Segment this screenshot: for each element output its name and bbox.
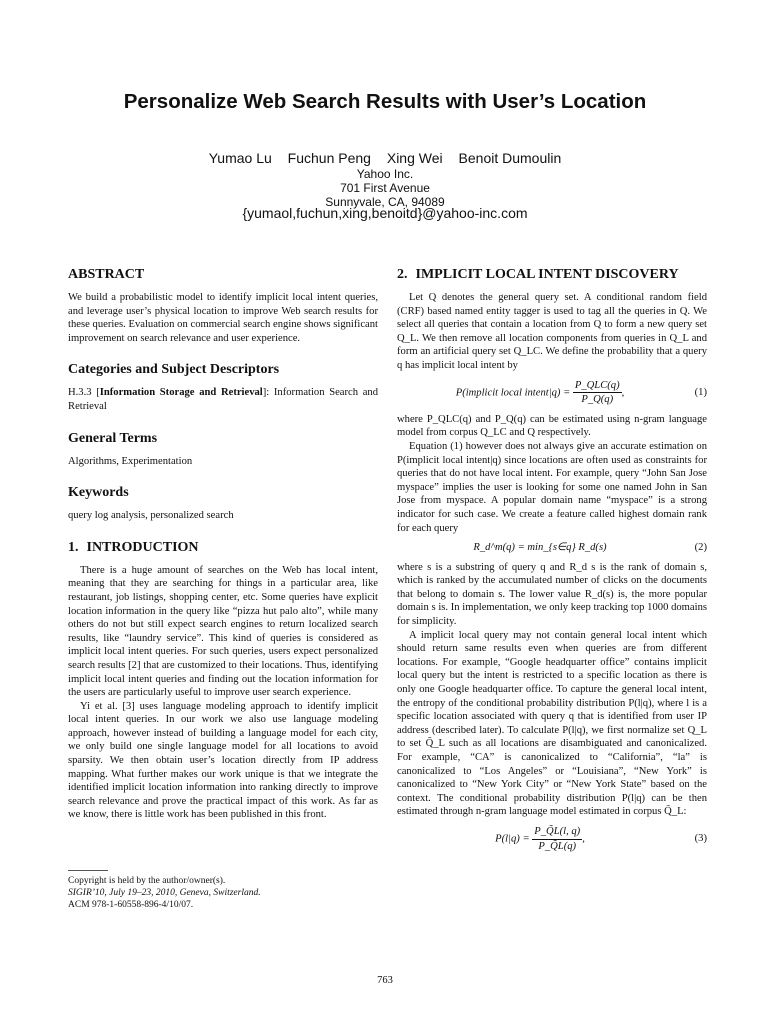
- equation-number: (1): [694, 386, 707, 398]
- section-paragraph: Let Q denotes the general query set. A conditional random field (CRF) based named entity tagger is used to tag all the queries in Q. We select all queries that contain a location from Q to form a new query set Q_L. We then remove all location components from queries in Q_L and form an artificial query set Q_LC. We define the probability that a query q has implicit local intent by: [397, 292, 707, 371]
- abstract-heading: ABSTRACT: [68, 267, 145, 282]
- author-email: {yumaol,fuchun,xing,benoitd}@yahoo-inc.com: [242, 205, 528, 221]
- categories-heading: Categories and Subject Descriptors: [68, 362, 280, 378]
- section-paragraph: where s is a substring of query q and R_d s is the rank of domain s, which is ranked by the accumulated number of clicks on the documents that belong to domain s. The lower value R_d(s) is, the more popular domain s is. In implementation, we only keep tracking top 1000 domains for simplicity.: [397, 561, 707, 628]
- author-list: [0, 150, 770, 166]
- author-name: Yumao Lu: [208, 150, 272, 166]
- intro-paragraph: There is a huge amount of searches on the Web has local intent, meaning that they are searching for things in a particular area, like restaurant, job listings, shopping center, etc. Some queries have explicit location information in the query like “pizza hut palo alto”, while many others do not but still expect search engines to return localized search results, like “laundry service”. This kind of queries is considered as implicit local intent queries. For such queries, users expect personalized search results [2] that are customized to their locations. Thus, identifying implicit local intent queries and finding out the location information for the users are particularly useful to improve user search experience.: [68, 564, 378, 699]
- paper-title: Personalize Web Search Results with User’s Location: [123, 90, 647, 113]
- categories-text: H.3.3 [Information Storage and Retrieval]: Information Search and Retrieval: [68, 387, 379, 412]
- author-name: Benoit Dumoulin: [458, 150, 562, 166]
- right-column: [397, 264, 707, 859]
- author-name: Xing Wei: [386, 150, 443, 166]
- affiliation-city: Sunnyvale, CA, 94089: [325, 195, 445, 209]
- copyright-line: ACM 978-1-60558-896-4/10/07.: [68, 900, 194, 910]
- keywords-text: query log analysis, personalized search: [68, 510, 234, 522]
- equation-2: R_d^m(q) = min_{s∈q} R_d(s) (2): [473, 542, 707, 554]
- affiliation-street: 701 First Avenue: [340, 181, 430, 195]
- section-paragraph: where P_QLC(q) and P_Q(q) can be estimated using n-gram language model from corpus Q_LC and Q respectively.: [397, 413, 707, 439]
- affiliation-org: Yahoo Inc.: [356, 167, 414, 181]
- section-paragraph: Equation (1) however does not always give an accurate estimation on P(implicit local intent|q) since locations are often used as constraints for queries that do not have local intent. For example, query “John San Jose myspace” implies the user is looking for some one named John in San Jose from myspace. A popular domain name “myspace” is a strong indicator for such case. We create a feature called highest domain rank for each query: [397, 440, 707, 534]
- section-heading: 2. IMPLICIT LOCAL INTENT DISCOVERY: [397, 267, 679, 282]
- general-terms-text: Algorithms, Experimentation: [68, 455, 193, 467]
- section-paragraph: A implicit local query may not contain general local intent which should return same results even when queries are from different locations. For example, “Google headquarter office” contains implicit local query but the intent is restricted to a specific location as there is only one Google headquarter office. To capture the general local intent, the entropy of the conditional probability distribution P(l|q), where l is a specific location associated with query q that is identified from user IP address (described later). To calculate P(l|q), we first normalize set Q_L to set Q̃_L such as all locations are disambiguated and canonicalized. For example, “CA” is canonicalized to “California”, “la” is canonicalized to “Los Angeles” or “Louisiana”, “New York” is canonicalized to “New York City” or “New York State” based on the context. The conditional probability distribution P(l|q) can be then estimated through n-gram language model estimated in corpus Q̃_L:: [397, 629, 707, 818]
- keywords-heading: Keywords: [68, 485, 129, 501]
- abstract-text: We build a probabilistic model to identify implicit local intent queries, and leverage user’s physical location to improve Web search results for these queries. Evaluation on commercial search engine shows significant improvement on search relevance and user experience.: [68, 292, 378, 344]
- general-terms-heading: General Terms: [68, 430, 158, 446]
- copyright-line: Copyright is held by the author/owner(s).: [68, 876, 226, 886]
- intro-heading: 1. INTRODUCTION: [68, 539, 199, 555]
- author-name: Fuchun Peng: [287, 150, 371, 166]
- page-number: 763: [377, 975, 393, 986]
- copyright-line: SIGIR’10, July 19–23, 2010, Geneva, Switzerland.: [68, 888, 261, 898]
- copyright-notice: [68, 870, 378, 911]
- equation-1: P(implicit local intent|q) = $\frac{\text{P\_QLC(q)}}{P\_Q(q)}$ , (1): [455, 379, 707, 406]
- equation-3: P(l|q) = $\frac{P\_Q̃L(l, q)}{P\_Q̃L(q)}$ , (3): [495, 825, 707, 852]
- equation-number: (2): [694, 542, 707, 554]
- divider: [68, 870, 108, 871]
- intro-paragraph: Yi et al. [3] uses language modeling approach to identify implicit local intent queries. In our work we also use language modeling approach, however instead of building a language model for each city, we only build one single language model for all locations to avoid sparsity. We then obtain user’s location directly from IP address mapping. What further makes our work unique is that we integrate the identified implicit location information into ranking directly to improve search relevance and prove the practical impact of this work. As far as we know, there is little work has been published in this front.: [68, 700, 378, 821]
- left-column: [68, 264, 378, 822]
- equation-number: (3): [694, 833, 707, 845]
